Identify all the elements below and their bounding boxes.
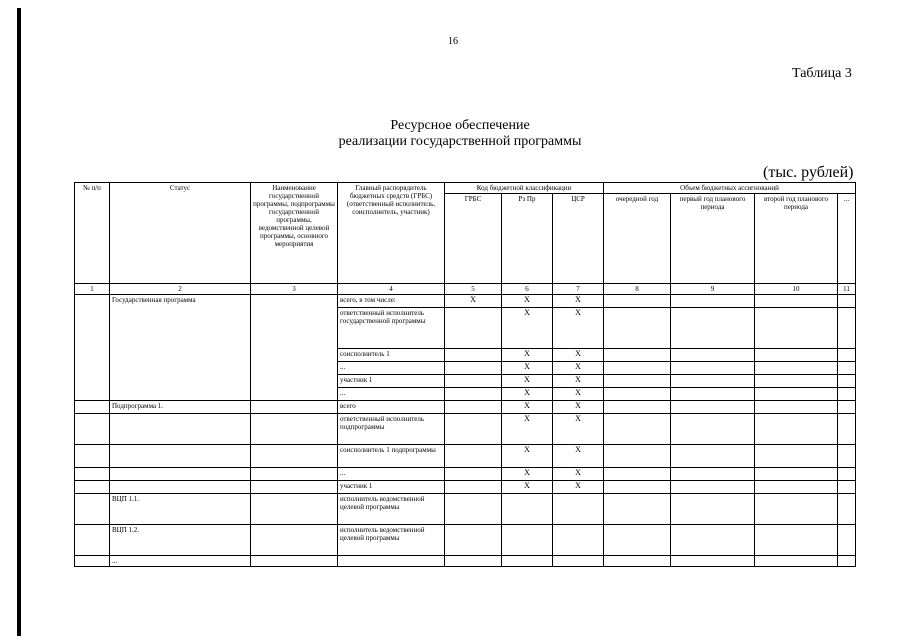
row-status: ВЦП 1.1. [110,494,251,525]
row-grbs: участник 1 [338,375,445,388]
col-number: 7 [553,284,604,295]
header-grbs-full: Главный распорядитель бюджетных средств (ГРБС) (ответственный исполнитель, соисполнитель, участник) [338,183,445,284]
row-status: ВЦП 1.2. [110,525,251,556]
table-row [75,295,856,308]
row-grbs: ... [338,388,445,401]
page-edge-line [17,8,21,636]
row-grbs: соисполнитель 1 [338,349,445,362]
document-title-line-1: Ресурсное обеспечение [390,118,530,133]
table-row [75,401,856,414]
row-status: ... [110,556,251,567]
mark-x: X [553,388,604,401]
table-row [75,556,856,567]
col-number: 11 [838,284,856,295]
mark-x: X [502,401,553,414]
table-reference: Таблица 3 [792,66,852,81]
table-row [75,468,856,481]
table-row [75,525,856,556]
mark-x: X [553,445,604,468]
row-grbs: всего, в том числе: [338,295,445,308]
row-grbs: исполнитель ведомственной целевой программы [338,525,445,556]
col-number: 8 [604,284,671,295]
row-grbs: исполнитель ведомственной целевой программы [338,494,445,525]
mark-x: X [502,375,553,388]
mark-x: X [553,375,604,388]
header-program-name: Наименование государственной программы, подпрограммы государственной программы, ведомственной целевой программы, основного мероприятия [251,183,338,284]
mark-x: X [553,349,604,362]
mark-x: X [502,468,553,481]
header-rzpr: Рз Пр [502,194,553,284]
table-row [75,494,856,525]
mark-x: X [502,308,553,349]
table-row [75,414,856,445]
table-row [75,481,856,494]
header-grbs: ГРБС [445,194,502,284]
col-number: 1 [75,284,110,295]
header-number: № п/п [75,183,110,284]
row-grbs: соисполнитель 1 подпрограммы [338,445,445,468]
header-first-plan-year: первый год планового периода [671,194,755,284]
col-number: 3 [251,284,338,295]
mark-x: X [502,349,553,362]
col-number: 2 [110,284,251,295]
resources-table [74,182,856,567]
mark-x: X [502,481,553,494]
mark-x: X [553,401,604,414]
row-grbs: всего [338,401,445,414]
header-allocations-group: Объем бюджетных ассигнований [604,183,856,194]
col-number: 10 [755,284,838,295]
header-status: Статус [110,183,251,284]
header-row-1 [75,183,856,194]
row-grbs: ответственный исполнитель государственной программы [338,308,445,349]
col-number: 6 [502,284,553,295]
mark-x: X [502,362,553,375]
resources-table-wrapper [74,182,856,567]
mark-x: X [553,362,604,375]
document-title-line-2: реализации государственной программы [338,134,582,149]
header-current-year: очередной год [604,194,671,284]
mark-x: X [553,481,604,494]
mark-x: X [553,308,604,349]
column-number-row [75,284,856,295]
mark-x: X [502,414,553,445]
row-status: Государственная программа [110,295,251,401]
mark-x: X [502,388,553,401]
page-number: 16 [448,36,458,47]
header-more-columns: ... [838,194,856,284]
row-grbs: ответственный исполнитель подпрограммы [338,414,445,445]
mark-x: X [553,295,604,308]
mark-x: X [502,445,553,468]
mark-x: X [553,414,604,445]
header-budget-code-group: Код бюджетной классификации [445,183,604,194]
col-number: 9 [671,284,755,295]
header-csr: ЦСР [553,194,604,284]
header-second-plan-year: второй год планового периода [755,194,838,284]
mark-x: X [445,295,502,308]
col-number: 5 [445,284,502,295]
mark-x: X [553,468,604,481]
mark-x: X [502,295,553,308]
units-label: (тыс. рублей) [763,164,854,181]
row-grbs: ... [338,362,445,375]
row-grbs: ... [338,468,445,481]
table-row [75,445,856,468]
col-number: 4 [338,284,445,295]
row-status: Подпрограмма 1. [110,401,251,414]
row-grbs: участник 1 [338,481,445,494]
